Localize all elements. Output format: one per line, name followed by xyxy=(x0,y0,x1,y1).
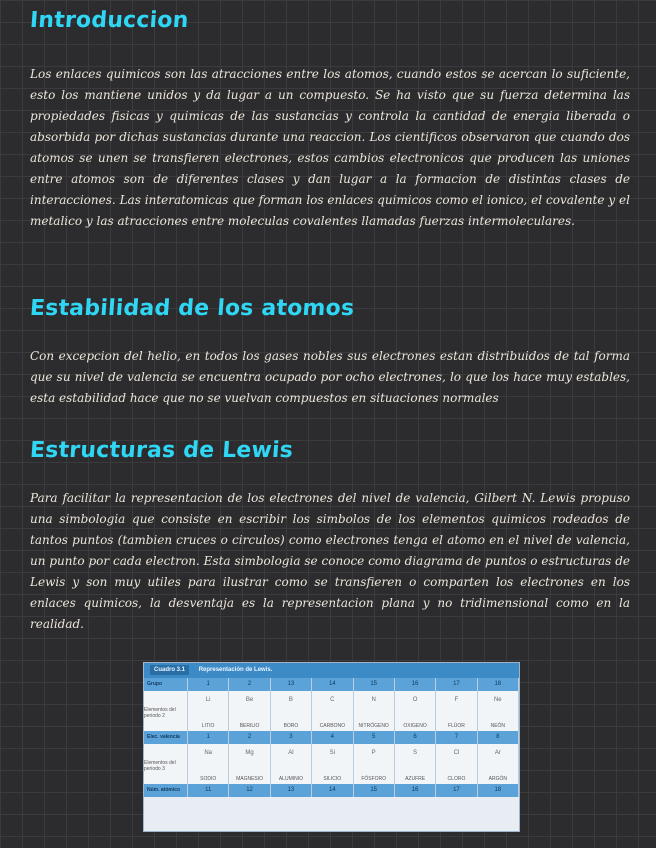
element-name: OXIGENO xyxy=(403,723,427,729)
table-cell xyxy=(395,744,436,784)
heading-introduccion: Introduccion xyxy=(29,8,190,33)
table-cell: 18 xyxy=(478,678,519,691)
paragraph-estabilidad: Con excepcion del helio, en todos los gases nobles sus electrones estan distribuidos de tal forma que su nivel de valencia se encuentra ocupado por ocho electrones, lo que los hace muy estables, esta estabilidad hace que no se vuelvan compuestos en situaciones normales xyxy=(30,349,630,405)
element-symbol: F xyxy=(454,697,459,703)
element-name: BORO xyxy=(283,723,299,729)
table-cell: 11 xyxy=(188,784,229,797)
table-cell xyxy=(188,691,229,731)
row-label: Elec. valencia xyxy=(144,731,188,744)
element-symbol: Na xyxy=(204,750,213,756)
table-cell: 2 xyxy=(229,678,270,691)
table-caption-number: Cuadro 3.1 xyxy=(150,665,189,675)
table-cell: 6 xyxy=(395,731,436,744)
element-symbol: N xyxy=(371,697,376,703)
table-cell xyxy=(395,691,436,731)
table-cell: 17 xyxy=(436,678,477,691)
element-name: BERILIO xyxy=(239,723,260,729)
table-cell xyxy=(188,744,229,784)
row-label: Elementos del periodo 3 xyxy=(144,744,188,784)
table-cell: 8 xyxy=(478,731,519,744)
element-name: AZUFRE xyxy=(405,776,426,782)
element-name: FLÚOR xyxy=(447,723,465,729)
table-cell xyxy=(271,744,312,784)
element-symbol: Ar xyxy=(494,750,501,756)
table-cell xyxy=(354,691,395,731)
element-name: NITRÓGENO xyxy=(358,723,389,729)
element-symbol: Cl xyxy=(453,750,460,756)
element-symbol: C xyxy=(330,697,335,703)
table-cell xyxy=(312,691,353,731)
row-label: Grupo xyxy=(144,678,188,691)
table-cell: 4 xyxy=(312,731,353,744)
table-cell: 12 xyxy=(229,784,270,797)
table-row-valence xyxy=(144,731,519,744)
element-symbol: O xyxy=(412,697,418,703)
table-cell xyxy=(312,744,353,784)
table-cell xyxy=(478,744,519,784)
table-cell: 2 xyxy=(229,731,270,744)
table-cell: 7 xyxy=(436,731,477,744)
lewis-table-image xyxy=(143,662,520,832)
table-cell xyxy=(436,691,477,731)
element-symbol: B xyxy=(288,697,293,703)
table-cell: 1 xyxy=(188,678,229,691)
table-cell xyxy=(354,744,395,784)
element-name: LITIO xyxy=(201,723,215,729)
table-cell xyxy=(271,691,312,731)
element-name: ARGÓN xyxy=(488,776,507,782)
table-cell: 15 xyxy=(354,678,395,691)
table-cell: 3 xyxy=(271,731,312,744)
element-name: CARBONO xyxy=(319,723,345,729)
table-row-period2 xyxy=(144,691,519,731)
element-name: NEÓN xyxy=(490,723,506,729)
table-row-period3 xyxy=(144,744,519,784)
table-row-atomic xyxy=(144,784,519,797)
element-name: FÓSFORO xyxy=(361,776,387,782)
element-symbol: S xyxy=(413,750,418,756)
table-row-groups xyxy=(144,678,519,691)
paragraph-introduccion: Los enlaces quimicos son las atracciones entre los atomos, cuando estos se acercan lo suficiente, esto los mantiene unidos y da lugar a un compuesto. Se ha visto que su fuerza determina las propiedades fisicas y quimicas de las sustancias y controla la cantidad de energia liberada o absorbida por dichas sustancias durante una reaccion. Los cientificos observaron que cuando dos atomos se unen se transfieren electrones, estos cambios electronicos que producen las uniones entre atomos son de diferentes clases y dan lugar a la formacion de distintas clases de interacciones. Las interatomicas que forman los enlaces quimicos como el ionico, el covalente y el metalico y las atracciones entre moleculas covalentes llamadas fuerzas intermoleculares. xyxy=(30,67,630,228)
element-symbol: Li xyxy=(205,697,211,703)
table-cell xyxy=(229,691,270,731)
table-cell: 14 xyxy=(312,784,353,797)
table-cell: 13 xyxy=(271,784,312,797)
heading-estabilidad: Estabilidad de los atomos xyxy=(29,296,356,321)
table-caption-text: Representación de Lewis. xyxy=(198,667,273,673)
table-cell: 1 xyxy=(188,731,229,744)
table-caption xyxy=(144,663,519,678)
table-cell: 17 xyxy=(436,784,477,797)
table-cell: 15 xyxy=(354,784,395,797)
element-name: MAGNESIO xyxy=(236,776,264,782)
element-name: CLORO xyxy=(447,776,466,782)
paragraph-lewis: Para facilitar la representacion de los electrones del nivel de valencia, Gilbert N. Lewis propuso una simbologia que consiste en escribir los simbolos de los elementos quimicos rodeados de tantos puntos (tambien cruces o circulos) como electrones tenga el atomo en el nivel de valencia, un punto por cada electron. Esta simbologia se conoce como diagrama de puntos o estructuras de Lewis y son muy utiles para ilustrar como se transfieren o comparten los electrones en los enlaces quimicos, la desventaja es la representacion plana y no tridimensional como en la realidad. xyxy=(30,491,630,631)
element-symbol: Mg xyxy=(245,750,254,756)
row-label: Elementos del periodo 2 xyxy=(144,691,188,731)
table-cell: 18 xyxy=(478,784,519,797)
element-symbol: Be xyxy=(245,697,254,703)
heading-lewis: Estructuras de Lewis xyxy=(29,438,294,463)
table-cell: 16 xyxy=(395,784,436,797)
element-name: SILICIO xyxy=(323,776,342,782)
element-name: ALUMINIO xyxy=(278,776,304,782)
element-name: SODIO xyxy=(200,776,217,782)
element-symbol: Al xyxy=(288,750,294,756)
table-cell xyxy=(478,691,519,731)
table-cell xyxy=(436,744,477,784)
table-cell: 13 xyxy=(271,678,312,691)
element-symbol: P xyxy=(371,750,376,756)
element-symbol: Ne xyxy=(493,697,502,703)
element-symbol: Si xyxy=(329,750,335,756)
row-label: Núm. atómico xyxy=(144,784,188,797)
table-cell: 5 xyxy=(354,731,395,744)
table-cell: 16 xyxy=(395,678,436,691)
table-cell: 14 xyxy=(312,678,353,691)
table-cell xyxy=(229,744,270,784)
